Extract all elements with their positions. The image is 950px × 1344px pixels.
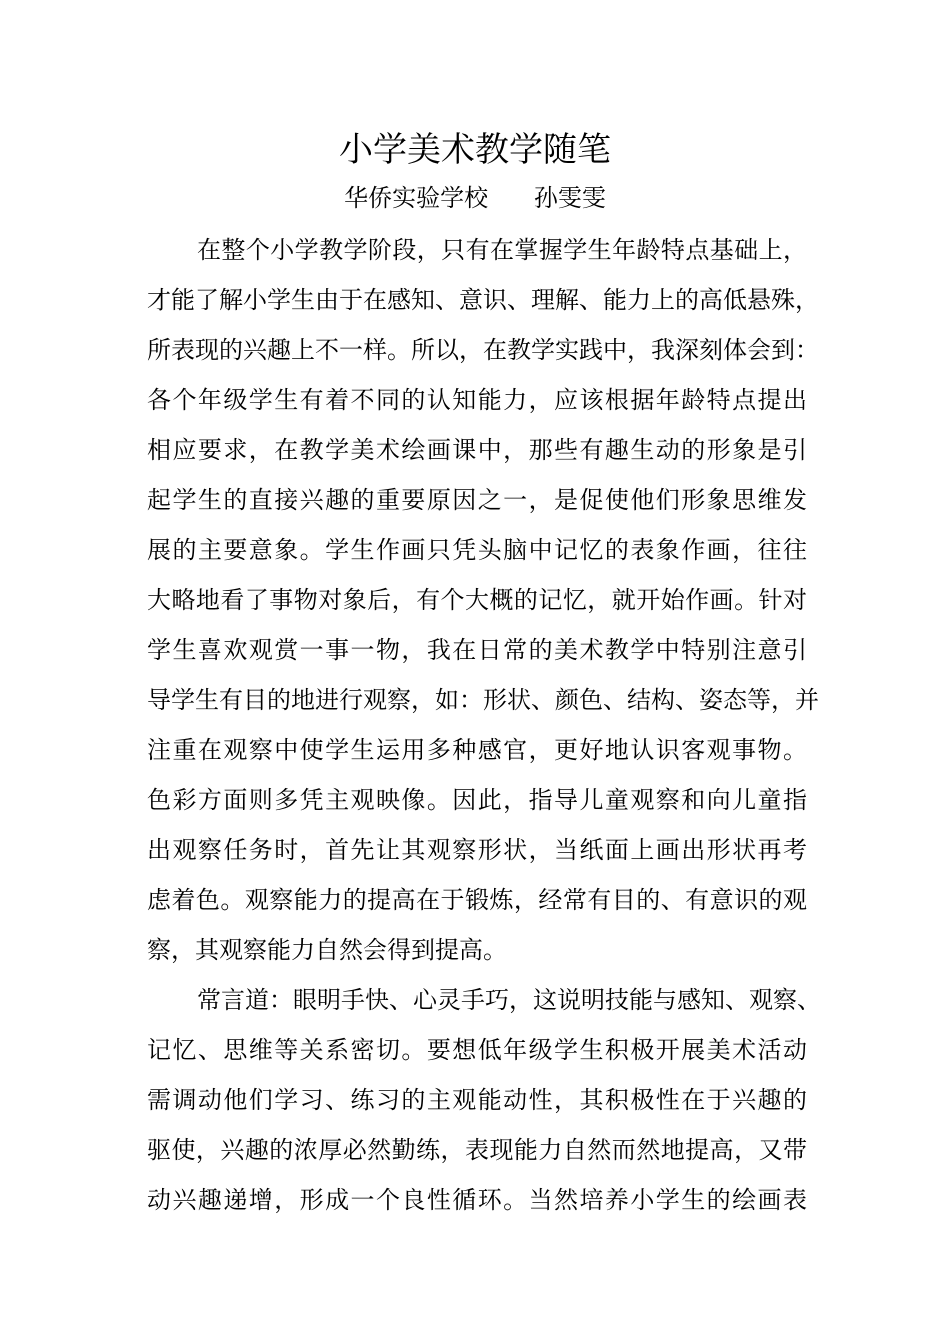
text-line: 察，其观察能力自然会得到提高。 [147,936,507,964]
document-title: 小学美术教学随笔 [339,130,611,170]
text-line: 注重在观察中使学生运用多种感官，更好地认识客观事物。 [147,736,807,764]
author-name: 孙雯雯 [533,184,606,212]
byline [0,180,950,216]
text-line: 驱使，兴趣的浓厚必然勤练，表现能力自然而然地提高，又带 [147,1136,807,1164]
paragraph-2 [147,975,821,1225]
text-line: 导学生有目的地进行观察，如：形状、颜色、结构、姿态等，并 [147,686,819,714]
text-line: 色彩方面则多凭主观映像。因此，指导儿童观察和向儿童指 [147,786,807,814]
text-line: 需调动他们学习、练习的主观能动性，其积极性在于兴趣的 [147,1086,807,1114]
text-line: 相应要求，在教学美术绘画课中，那些有趣生动的形象是引 [147,436,807,464]
paragraph-1 [147,225,819,975]
text-line: 学生喜欢观赏一事一物，我在日常的美术教学中特别注意引 [147,636,807,664]
text-line: 所表现的兴趣上不一样。所以，在教学实践中，我深刻体会到： [147,336,819,364]
text-line: 才能了解小学生由于在感知、意识、理解、能力上的高低悬殊， [147,286,819,314]
text-line: 在整个小学教学阶段，只有在掌握学生年龄特点基础上， [197,236,807,264]
text-line: 起学生的直接兴趣的重要原因之一，是促使他们形象思维发 [147,486,807,514]
text-line: 虑着色。观察能力的提高在于锻炼，经常有目的、有意识的观 [147,886,807,914]
text-line: 各个年级学生有着不同的认知能力，应该根据年龄特点提出 [147,386,807,414]
text-line: 展的主要意象。学生作画只凭头脑中记忆的表象作画，往往 [147,536,807,564]
school-name: 华侨实验学校 [344,184,489,212]
document-body [147,225,821,1225]
text-line: 记忆、思维等关系密切。要想低年级学生积极开展美术活动 [147,1036,807,1064]
text-line: 出观察任务时，首先让其观察形状，当纸面上画出形状再考 [147,836,807,864]
text-line: 动兴趣递增，形成一个良性循环。当然培养小学生的绘画表 [147,1186,807,1214]
text-line: 常言道：眼明手快、心灵手巧，这说明技能与感知、观察、 [197,986,821,1014]
text-line: 大略地看了事物对象后，有个大概的记忆，就开始作画。针对 [147,586,807,614]
